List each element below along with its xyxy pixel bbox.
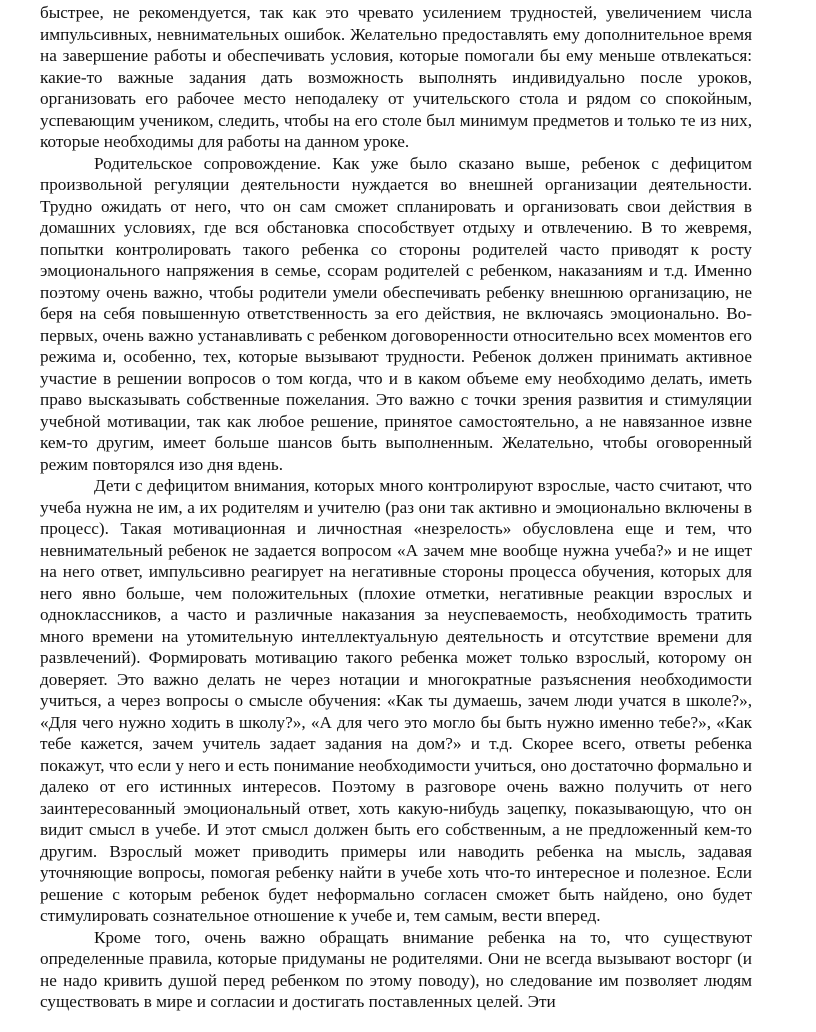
paragraph-parental-support: Родительское сопровождение. Как уже было сказано выше, ребенок с дефицитом произвольной регуляции деятельности нуждается во внешней организации деятельности. Трудно ожидать от него, что он сам сможет спланировать и организовать свои действия в домашних условиях, где вся обстановка способствует отдыху и отвлечению. В то жевремя, попытки контролировать такого ребенка со стороны родителей часто приводят к росту эмоционального напряжения в семье, ссорам родителей с ребенком, наказаниям и т.д. Именно поэтому очень важно, чтобы родители умели обеспечивать ребенку внешнюю организацию, не беря на себя повышенную ответственность за его действия, не включаясь эмоционально. Во-первых, очень важно устанавливать с ребенком договоренности относительно всех моментов его режима и, особенно, тех, которые вызывают трудности. Ребенок должен принимать активное участие в решении вопросов о том когда, что и в каком объеме ему необходимо делать, иметь право высказывать собственные пожелания. Это важно с точки зрения развития и стимуляции учебной мотивации, так как любое решение, принятое самостоятельно, а не навязанное извне кем-то другим, имеет больше шансов быть выполненным. Желательно, чтобы оговоренный режим повторялся изо дня вдень. <box>40 153 752 474</box>
document-page <box>40 2 752 1013</box>
paragraph-rules: Кроме того, очень важно обращать внимание ребенка на то, что существуют определенные правила, которые придуманы не родителями. Они не всегда вызывают восторг (и не надо кривить душой перед ребенком по этому поводу), но следование им позволяет людям существовать в мире и согласии и достигать поставленных целей. Эти <box>40 927 752 1011</box>
paragraph-continuation: быстрее, не рекомендуется, так как это чревато усилением трудностей, увеличением числа импульсивных, невнимательных ошибок. Желательно предоставлять ему дополнительное время на завершение работы и обеспечивать условия, которые помогали бы ему меньше отвлекаться: какие-то важные задания дать возможность выполнять индивидуально после уроков, организовать его рабочее место неподалеку от учительского стола и рядом со спокойным, успевающим учеником, следить, чтобы на его столе был минимум предметов и только те из них, которые необходимы для работы на данном уроке. <box>40 3 752 151</box>
paragraph-motivation: Дети с дефицитом внимания, которых много контролируют взрослые, часто считают, что учеба нужна не им, а их родителям и учителю (раз они так активно и эмоционально включены в процесс). Такая мотивационная и личностная «незрелость» обусловлена еще и тем, что невнимательный ребенок не задается вопросом «А зачем мне вообще нужна учеба?» и не ищет на него ответ, импульсивно реагирует на негативные стороны процесса обучения, которых для него явно больше, чем положительных (плохие отметки, негативные реакции взрослых и одноклассников, а часто и различные наказания за неуспеваемость, необходимость тратить много времени на утомительную интеллектуальную деятельность и отсутствие времени для развлечений). Формировать мотивацию такого ребенка может только взрослый, которому он доверяет. Это важно делать не через нотации и многократные разъяснения необходимости учиться, а через вопросы о смысле обучения: «Как ты думаешь, зачем люди учатся в школе?», «Для чего нужно ходить в школу?», «А для чего это могло бы быть нужно именно тебе?», «Как тебе кажется, зачем учитель задает задания на дом?» и т.д. Скорее всего, ответы ребенка покажут, что если у него и есть понимание необходимости учиться, оно достаточно формально и далеко от его истинных интересов. Поэтому в разговоре очень важно получить от него заинтересованный эмоциональный ответ, хоть какую-нибудь зацепку, показывающую, что он видит смысл в учебе. И этот смысл должен быть его собственным, а не предложенный кем-то другим. Взрослый может приводить примеры или наводить ребенка на мысль, задавая уточняющие вопросы, помогая ребенку найти в учебе хоть что-то интересное и полезное. Если решение с которым ребенок будет неформально согласен сможет быть найдено, оно будет стимулировать сознательное отношение к учебе и, тем самым, вести вперед. <box>40 476 752 925</box>
